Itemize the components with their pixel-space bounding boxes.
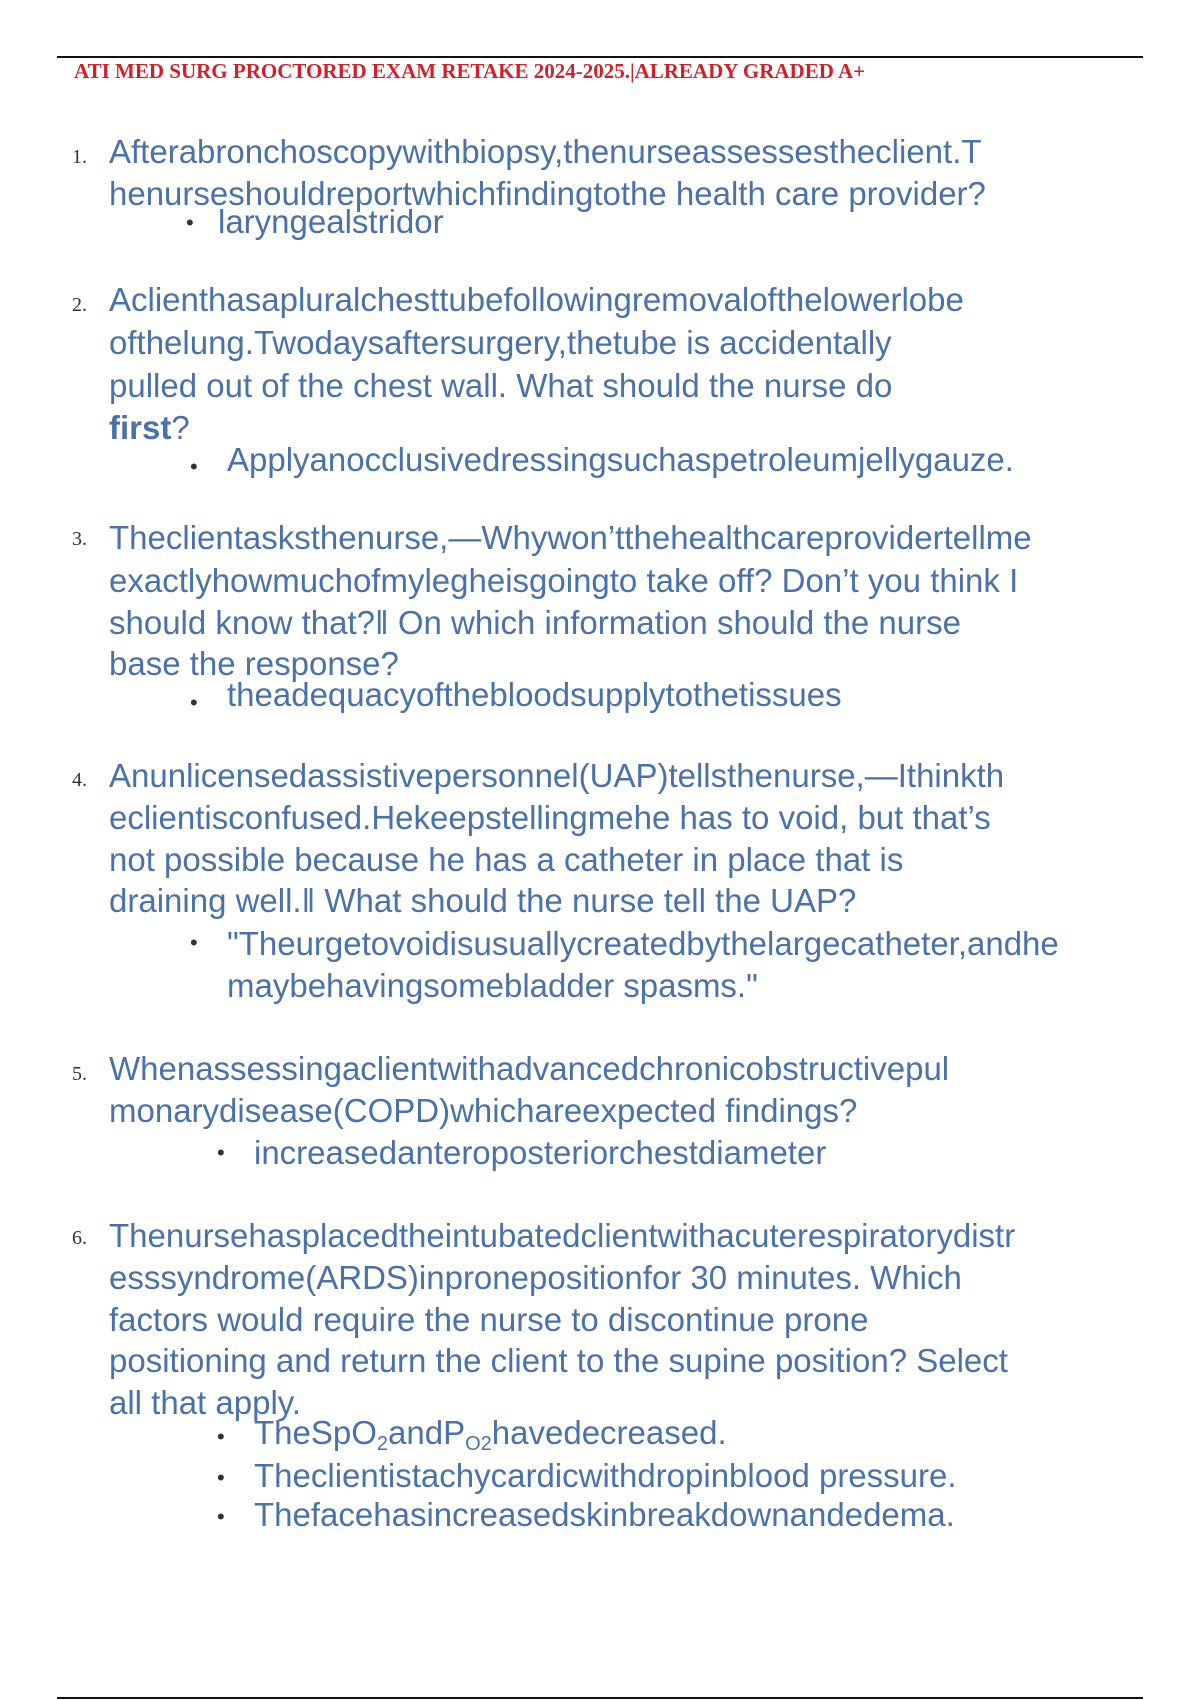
answer-fragment: andP bbox=[388, 1414, 466, 1451]
answer-text bbox=[254, 1414, 727, 1457]
question-number: 6. bbox=[72, 1227, 87, 1249]
question-text-line: not possible because he has a catheter in place that is bbox=[109, 841, 904, 878]
subscript-text: 2 bbox=[376, 1433, 389, 1455]
answer-text: Theclientistachycardicwithdropinblood pressure. bbox=[254, 1457, 957, 1494]
question-text-line: all that apply. bbox=[109, 1384, 302, 1421]
question-text-line: positioning and return the client to the supine position? Select bbox=[109, 1342, 1008, 1379]
question-text-line: ofthelung.Twodaysaftersurgery,thetube is accidentally bbox=[109, 324, 892, 361]
header-rule bbox=[57, 56, 1143, 58]
question-text-line: Anunlicensedassistivepersonnel(UAP)tellsthenurse,—Ithinkth bbox=[109, 757, 1005, 794]
answer-fragment: TheSpO bbox=[254, 1414, 377, 1451]
question-text-line bbox=[109, 409, 190, 447]
answer-text: "Theurgetovoidisusuallycreatedbythelargecatheter,andhe bbox=[227, 925, 1059, 962]
answer-text: maybehavingsomebladder spasms." bbox=[227, 967, 758, 1004]
question-text-line: Theclientasksthenurse,—Whywon’tthehealthcareprovidertellme bbox=[109, 519, 1032, 556]
question-number: 1. bbox=[72, 146, 87, 168]
question-text-line: exactlyhowmuchofmylegheisgoingto take off? Don’t you think I bbox=[109, 562, 1019, 599]
document-header-title: ATI MED SURG PROCTORED EXAM RETAKE 2024-2025.|ALREADY GRADED A+ bbox=[74, 59, 866, 83]
bullet-icon: • bbox=[217, 1504, 225, 1529]
question-text-end: ? bbox=[171, 409, 190, 446]
question-number: 2. bbox=[72, 294, 87, 316]
question-text-line: esssyndrome(ARDS)inpronepositionfor 30 minutes. Which bbox=[109, 1259, 962, 1296]
bullet-icon: • bbox=[190, 930, 198, 955]
bullet-icon: • bbox=[217, 1465, 225, 1490]
question-number: 4. bbox=[72, 769, 87, 791]
bullet-icon: • bbox=[190, 454, 198, 479]
answer-text: theadequacyofthebloodsupplytothetissues bbox=[227, 676, 842, 713]
question-text-line: Aclienthasapluralchesttubefollowingremovalofthelowerlobe bbox=[109, 281, 964, 318]
question-text-line: base the response? bbox=[109, 645, 399, 682]
question-text-line: should know that?‖ On which information should the nurse bbox=[109, 604, 961, 641]
footer-rule bbox=[57, 1697, 1143, 1699]
question-text-line: factors would require the nurse to discontinue prone bbox=[109, 1301, 869, 1338]
answer-text: Applyanocclusivedressingsuchaspetroleumjellygauze. bbox=[227, 441, 1014, 478]
subscript-text: O2 bbox=[465, 1433, 492, 1455]
bullet-icon: • bbox=[217, 1140, 225, 1165]
question-text-line: monarydisease(COPD)whichareexpected findings? bbox=[109, 1092, 858, 1129]
question-text-line: Whenassessingaclientwithadvancedchronicobstructivepul bbox=[109, 1050, 950, 1087]
question-text-line: henurseshouldreportwhichfindingtothe health care provider? bbox=[109, 175, 986, 212]
question-text-line: draining well.‖ What should the nurse tell the UAP? bbox=[109, 882, 857, 919]
bullet-icon: • bbox=[217, 1424, 225, 1449]
question-number: 3. bbox=[72, 528, 87, 550]
bullet-icon: • bbox=[186, 210, 194, 235]
bullet-icon: • bbox=[190, 690, 198, 715]
answer-text: increasedanteroposteriorchestdiameter bbox=[254, 1134, 827, 1171]
answer-text: laryngealstridor bbox=[218, 203, 444, 240]
answer-text: Thefacehasincreasedskinbreakdownandedema. bbox=[254, 1496, 955, 1533]
question-number: 5. bbox=[72, 1063, 87, 1085]
question-text-line: pulled out of the chest wall. What should the nurse do bbox=[109, 367, 893, 404]
answer-fragment: havedecreased. bbox=[491, 1414, 727, 1451]
question-text-line: Afterabronchoscopywithbiopsy,thenurseassessestheclient.T bbox=[109, 133, 982, 170]
emphasis-text: first bbox=[109, 409, 172, 446]
question-text-line: Thenursehasplacedtheintubatedclientwithacuterespiratorydistr bbox=[109, 1217, 1016, 1254]
question-text-line: eclientisconfused.Hekeepstellingmehe has to void, but that’s bbox=[109, 799, 991, 836]
